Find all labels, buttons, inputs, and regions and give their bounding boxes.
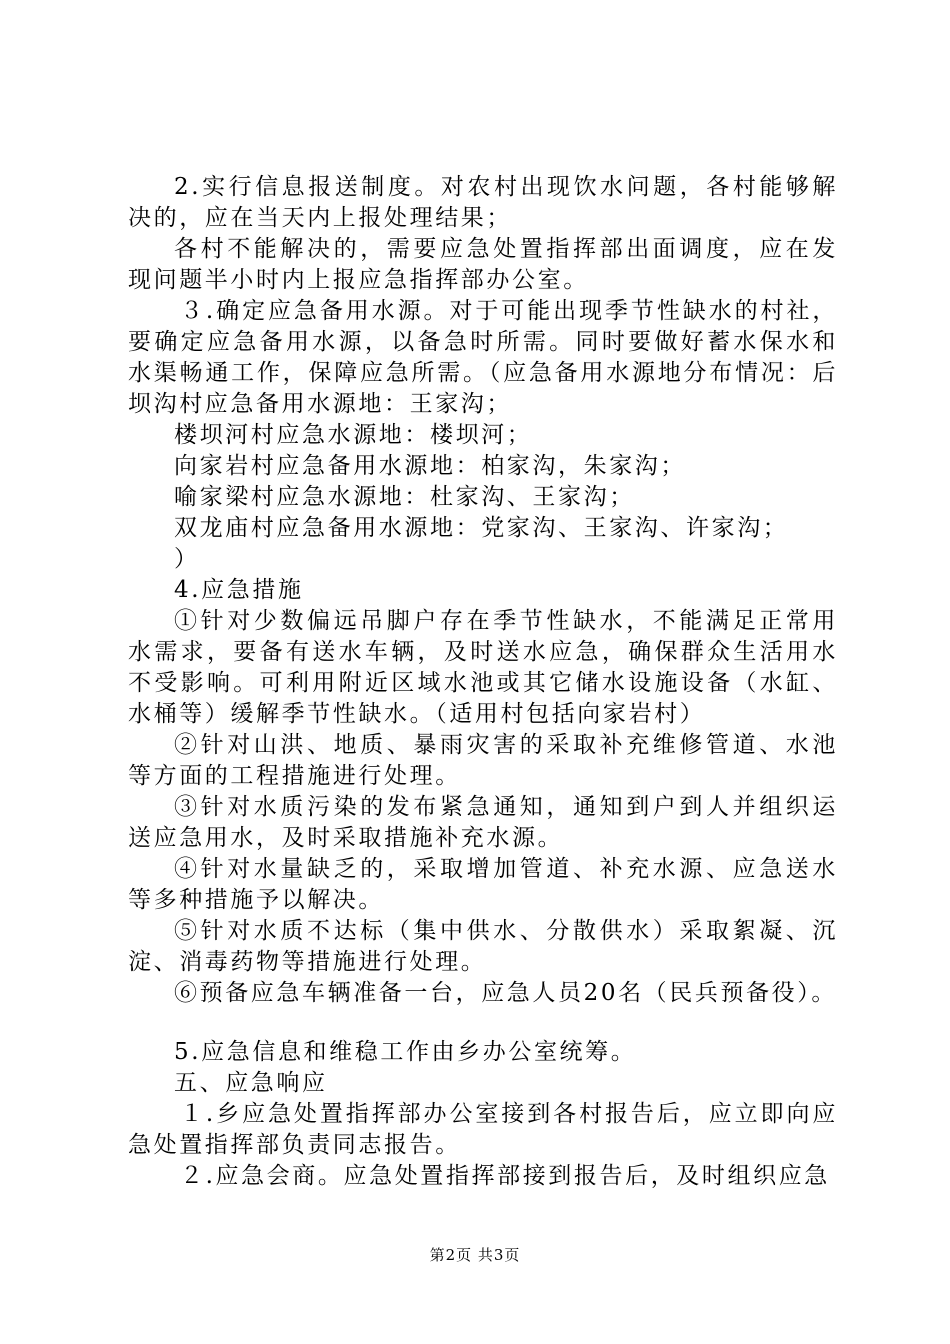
measure-item-2: ②针对山洪、地质、暴雨灾害的采取补充维修管道、水池等方面的工程措施进行处理。	[128, 732, 838, 789]
measure-item-1: ①针对少数偏远吊脚户存在季节性缺水，不能满足正常用水需求，要备有送水车辆，及时送水应急，确保群众生活用水不受影响。可利用附近区域水池或其它储水设施设备（水缸、水桶等）缓解季节性缺水。（适用村包括向家岩村）	[128, 608, 838, 727]
page-footer: 第2页 共3页	[429, 1246, 521, 1264]
paragraph-xiangjiayan-source: 向家岩村应急备用水源地：柏家沟，朱家沟；	[174, 453, 686, 479]
response-item-2: ２.应急会商。应急处置指挥部接到报告后，及时组织应急	[180, 1163, 830, 1189]
response-item-1: １.乡应急处置指挥部办公室接到各村报告后，应立即向应急处置指挥部负责同志报告。	[128, 1101, 838, 1158]
paragraph-shuanglongmiao-source: 双龙庙村应急备用水源地：党家沟、王家沟、许家沟；	[174, 515, 789, 541]
measure-item-3: ③针对水质污染的发布紧急通知，通知到户到人并组织运送应急用水，及时采取措施补充水源。	[128, 794, 838, 851]
paragraph-backup-water-source: ３.确定应急备用水源。对于可能出现季节性缺水的村社，要确定应急备用水源，以备急时所需。同时要做好蓄水保水和水渠畅通工作，保障应急所需。（应急备用水源地分布情况：后坝沟村应急备用水源地：王家沟；	[128, 298, 838, 417]
heading-emergency-measures: 4.应急措施	[174, 577, 304, 603]
document-body	[128, 172, 838, 1192]
paragraph-closing-paren: ）	[174, 546, 200, 572]
measure-item-5: ⑤针对水质不达标（集中供水、分散供水）采取絮凝、沉淀、消毒药物等措施进行处理。	[128, 918, 838, 975]
paragraph-unresolved-villages: 各村不能解决的，需要应急处置指挥部出面调度，应在发现问题半小时内上报应急指挥部办公室。	[128, 236, 838, 293]
paragraph-yujialiang-source: 喻家梁村应急水源地：杜家沟、王家沟；	[174, 484, 635, 510]
paragraph-info-reporting: 2.实行信息报送制度。对农村出现饮水问题，各村能够解决的，应在当天内上报处理结果；	[128, 174, 838, 231]
paragraph-loubahe-source: 楼坝河村应急水源地：楼坝河；	[174, 422, 533, 448]
paragraph-info-stability: 5.应急信息和维稳工作由乡办公室统筹。	[174, 1039, 637, 1065]
measure-item-4: ④针对水量缺乏的，采取增加管道、补充水源、应急送水等多种措施予以解决。	[128, 856, 838, 913]
heading-emergency-response: 五、应急响应	[174, 1070, 328, 1096]
measure-item-6: ⑥预备应急车辆准备一台，应急人员20名（民兵预备役）。	[174, 980, 837, 1006]
